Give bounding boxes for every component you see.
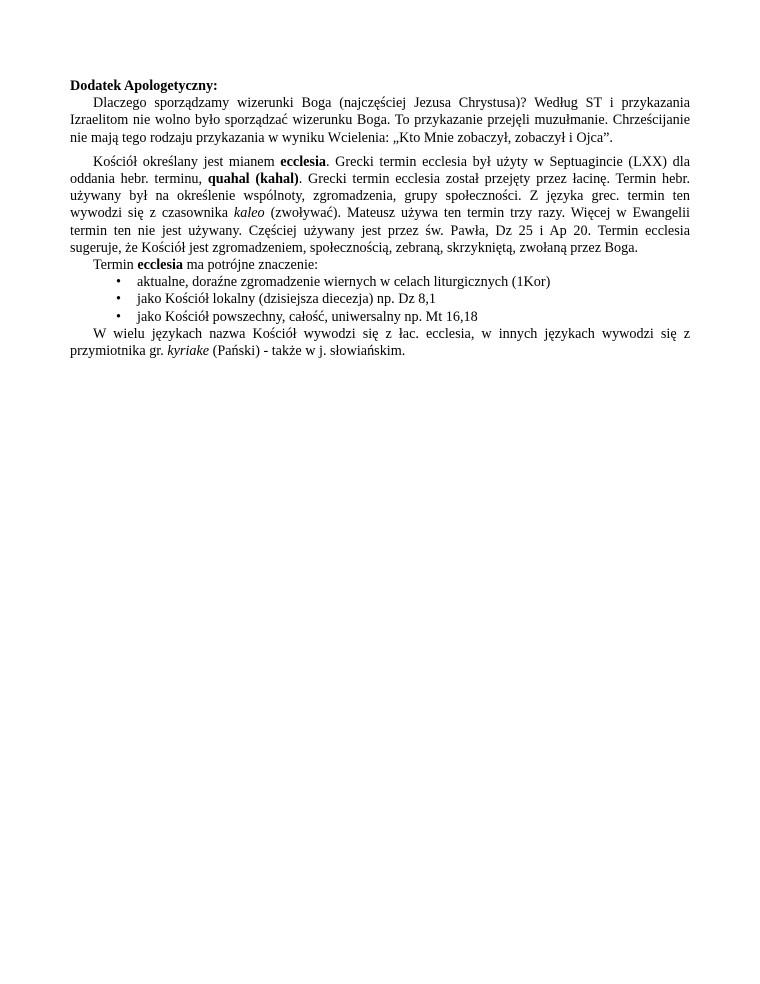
list-item-text: aktualne, doraźne zgromadzenie wiernych w celach liturgicznych (1Kor) — [137, 274, 551, 291]
meanings-list — [70, 274, 690, 326]
paragraph-triple-meaning-intro — [70, 257, 690, 274]
text-run: Kościół określany jest mianem — [93, 153, 281, 170]
text-run: Termin — [93, 257, 138, 274]
bullet-icon: • — [116, 274, 121, 291]
text-run: ma potrójne znaczenie: — [183, 257, 319, 274]
term-kyriake: kyriake — [167, 343, 210, 360]
term-ecclesia: ecclesia — [137, 257, 184, 274]
document-title: Dodatek Apologetyczny: — [70, 78, 218, 94]
list-item — [70, 274, 690, 291]
document-page — [70, 78, 690, 360]
bullet-icon: • — [116, 308, 121, 325]
text-run: . Grecki termin ecclesia został przejęty przez łacinę. Termin hebr. używany był na określenie wspólnoty, zgromadzenia, grupy społeczności. Z języka grec. termin ten wywodzi się z czasownika — [70, 171, 690, 222]
list-item — [70, 309, 690, 326]
term-quahal: quahal (kahal) — [207, 171, 299, 188]
paragraph-images-of-god: Dlaczego sporządzamy wizerunki Boga (najczęściej Jezusa Chrystusa)? Według ST i przykazania Izraelitom nie wolno było sporządzać wizerunku Boga. To przykazanie przejęli muzułmanie. Chrześcijanie nie mają tego rodzaju przykazania w wyniku Wcielenia: „Kto Mnie zobaczył, zobaczył i Ojca”. — [70, 95, 690, 146]
paragraph-ecclesia-origin — [70, 154, 690, 257]
bullet-icon: • — [116, 291, 121, 308]
term-ecclesia: ecclesia — [280, 153, 326, 170]
term-kaleo: kaleo — [233, 205, 265, 222]
list-item — [70, 291, 690, 308]
text-run: (zwoływać). Mateusz używa ten termin trzy razy. Więcej w Ewangelii termin ten nie jest używany. Częściej używany jest przez św. Pawła, Dz 25 i Ap 20. Termin ecclesia sugeruje, że Kościół jest zgromadzeniem, społecznością, zebraną, skrzykniętą, zwołaną przez Boga. — [70, 205, 690, 256]
paragraph-name-etymology — [70, 326, 690, 360]
text-run: W wielu językach nazwa Kościół wywodzi się z łac. ecclesia, w innych językach wywodzi się z przymiotnika gr. — [70, 325, 690, 360]
text-run: . Grecki termin ecclesia był użyty w Septuagincie (LXX) dla oddania hebr. terminu, — [70, 153, 690, 188]
list-item-text: jako Kościół lokalny (dzisiejsza diecezja) np. Dz 8,1 — [137, 291, 437, 308]
list-item-text: jako Kościół powszechny, całość, uniwersalny np. Mt 16,18 — [137, 308, 478, 325]
text-run: (Pański) - także w j. słowiańskim. — [209, 343, 406, 360]
